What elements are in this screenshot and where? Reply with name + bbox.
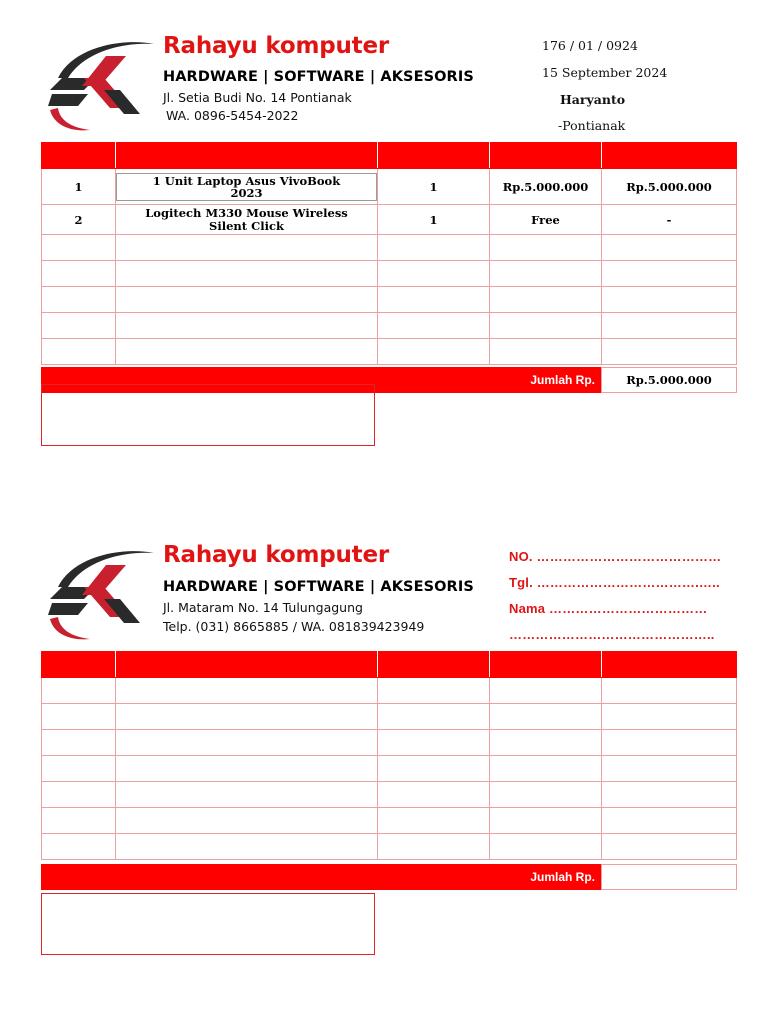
table-row [42, 678, 737, 704]
item-description [116, 205, 378, 235]
items-table [41, 142, 737, 365]
total-row [41, 864, 736, 890]
company-name: Rahayu komputer [163, 33, 390, 59]
customer-extra-field[interactable]: ……………………………………….. [509, 627, 715, 642]
table-row [42, 205, 737, 235]
table-row [42, 782, 737, 808]
header-cell-total [602, 143, 737, 169]
header-cell-no [42, 652, 116, 678]
rk-logo-icon [44, 547, 156, 643]
table-row [42, 235, 737, 261]
note-box [41, 893, 375, 955]
invoice-number: 176 / 01 / 0924 [542, 38, 638, 53]
table-row [42, 704, 737, 730]
total-value [601, 864, 737, 890]
customer-name: Haryanto [560, 92, 626, 107]
item-qty: 1 [378, 205, 490, 235]
header-cell-total [602, 652, 737, 678]
item-total: Rp.5.000.000 [602, 169, 737, 205]
table-row [42, 287, 737, 313]
header-cell-price [490, 143, 602, 169]
header-cell-qty [378, 143, 490, 169]
header-cell-no [42, 143, 116, 169]
table-row [42, 730, 737, 756]
company-tagline: HARDWARE | SOFTWARE | AKSESORIS [163, 579, 474, 595]
item-description-text: Logitech M330 Mouse Wireless Silent Click [145, 205, 348, 233]
header-cell-description [116, 143, 378, 169]
invoice-date-field[interactable]: Tgl. ……………………………….….. [509, 575, 720, 590]
company-address: Jl. Setia Budi No. 14 Pontianak [163, 90, 352, 105]
table-row [42, 313, 737, 339]
table-row [42, 756, 737, 782]
table-row [42, 169, 737, 205]
header-cell-description [116, 652, 378, 678]
total-label: Jumlah Rp. [530, 373, 595, 387]
company-tagline: HARDWARE | SOFTWARE | AKSESORIS [163, 69, 474, 85]
rk-logo-icon [44, 38, 156, 134]
invoice-date: 15 September 2024 [542, 65, 668, 80]
company-name: Rahayu komputer [163, 542, 390, 568]
table-row [42, 834, 737, 860]
total-label: Jumlah Rp. [530, 870, 595, 884]
item-description-text: 1 Unit Laptop Asus VivoBook 2023 [116, 173, 377, 201]
item-description [116, 169, 378, 205]
company-contact: WA. 0896-5454-2022 [166, 108, 299, 123]
customer-address: -Pontianak [558, 118, 626, 133]
company-contact: Telp. (031) 8665885 / WA. 081839423949 [163, 619, 425, 634]
item-qty: 1 [378, 169, 490, 205]
items-table [41, 651, 737, 860]
customer-name-field[interactable]: Nama ……………………………… [509, 601, 708, 616]
total-label-cell [41, 864, 601, 890]
invoice-number-field[interactable]: NO. …………………………………… [509, 549, 722, 564]
note-box [41, 384, 375, 446]
item-no: 1 [42, 169, 116, 205]
item-no: 2 [42, 205, 116, 235]
header-cell-qty [378, 652, 490, 678]
company-address: Jl. Mataram No. 14 Tulungagung [163, 600, 363, 615]
table-row [42, 808, 737, 834]
item-price: Rp.5.000.000 [490, 169, 602, 205]
table-row [42, 339, 737, 365]
header-cell-price [490, 652, 602, 678]
total-value: Rp.5.000.000 [601, 367, 737, 393]
table-row [42, 261, 737, 287]
item-total: - [602, 205, 737, 235]
table-header-row [42, 652, 737, 678]
item-price: Free [490, 205, 602, 235]
table-header-row [42, 143, 737, 169]
